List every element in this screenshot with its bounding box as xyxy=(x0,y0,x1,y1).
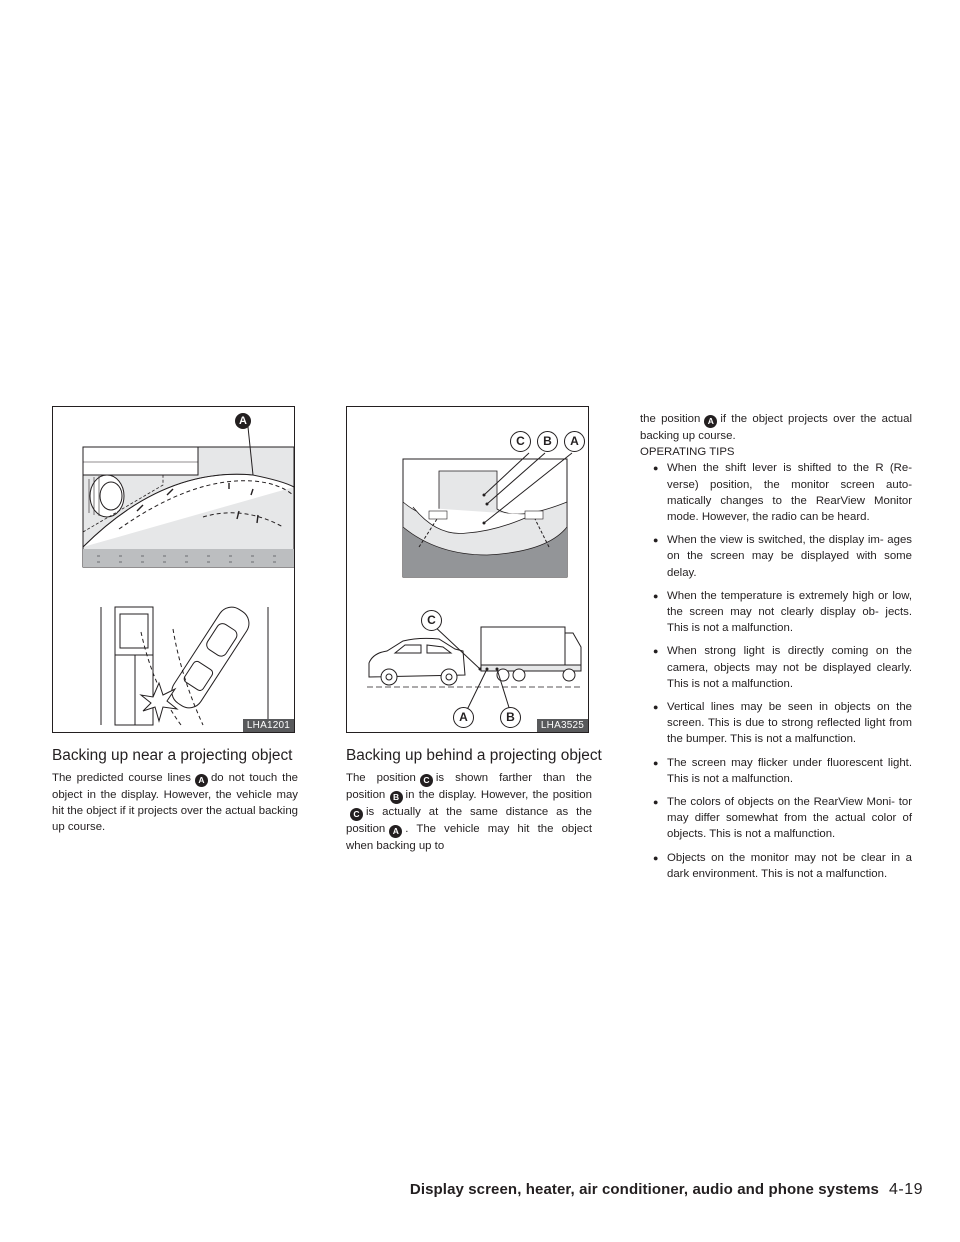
callout-a-top: A xyxy=(564,431,585,452)
tip-item xyxy=(640,460,912,525)
text-fragment: is actually at the same distance as the position xyxy=(346,806,592,835)
text-fragment: is shown farther than the position xyxy=(346,772,592,801)
bullet-icon: ● xyxy=(653,852,659,863)
bullet-icon: ● xyxy=(653,646,659,657)
callout-c-marker: C xyxy=(350,808,363,821)
tip-item xyxy=(640,643,912,692)
bullet-icon: ● xyxy=(653,590,659,601)
tips-list xyxy=(640,460,912,882)
section-body-behind xyxy=(346,770,592,854)
tip-text: When the view is switched, the display im- ages on the screen may be displayed with some delay. xyxy=(667,534,912,579)
callout-a-bottom: A xyxy=(453,707,474,728)
tip-text: The colors of objects on the RearView Moni- tor may differ somewhat from the actual color of objects. This is not a malfunction. xyxy=(667,796,912,841)
tip-text: When the shift lever is shifted to the R (Re- verse) position, the monitor screen auto- matically changes to the RearView Monitor mode. However, the radio can be heard. xyxy=(667,462,912,524)
section-heading-behind: Backing up behind a projecting object xyxy=(346,747,602,764)
callout-a-marker: A xyxy=(195,774,208,787)
continuation-paragraph xyxy=(640,411,912,444)
callout-a-marker: A xyxy=(235,413,251,429)
text-fragment: the position xyxy=(640,413,701,425)
callout-a-marker: A xyxy=(389,825,402,838)
text-fragment: do not touch the object in the display. However, the vehicle may hit the object if it projects over the actual backing up course. xyxy=(52,772,298,834)
footer-section-title: Display screen, heater, air conditioner, audio and phone systems xyxy=(409,1181,879,1198)
operating-tips-title: OPERATING TIPS xyxy=(640,446,735,459)
text-fragment: The predicted course lines xyxy=(52,772,191,784)
figure-code: LHA3525 xyxy=(537,719,588,732)
tip-item xyxy=(640,850,912,882)
tip-item xyxy=(640,794,912,843)
callout-a-marker: A xyxy=(704,415,717,428)
text-fragment: in the display. However, the position xyxy=(405,789,592,801)
bullet-icon: ● xyxy=(653,463,659,474)
figure-projecting-object-near xyxy=(52,406,295,733)
paragraph-behind xyxy=(346,770,592,854)
column-operating-tips xyxy=(640,411,912,889)
tip-text: Vertical lines may be seen in objects on the screen. This is due to strong reflected light from the bumper. This is not a malfunction. xyxy=(667,701,912,746)
callout-b-marker: B xyxy=(390,791,403,804)
figure-code: LHA1201 xyxy=(243,719,294,732)
callout-c-top: C xyxy=(510,431,531,452)
tip-text: The screen may flicker under fluorescent light. This is not a malfunction. xyxy=(667,756,912,785)
figure-projecting-object-behind xyxy=(346,406,589,733)
tip-text: When the temperature is extremely high or low, the screen may not clearly display ob- jects. This is not a malfunction. xyxy=(667,589,912,635)
bullet-icon: ● xyxy=(653,757,659,768)
bullet-icon: ● xyxy=(653,702,659,713)
section-heading-near: Backing up near a projecting object xyxy=(52,747,293,764)
bullet-icon: ● xyxy=(653,797,659,808)
tip-item xyxy=(640,755,912,787)
callout-c-bottom: C xyxy=(421,610,442,631)
callout-c-marker: C xyxy=(420,774,433,787)
projecting-object-behind-illustration xyxy=(347,407,588,732)
tip-text: When strong light is directly coming on the camera, objects may not be displayed clearly. This is not a malfunction. xyxy=(667,645,912,690)
callout-b-top: B xyxy=(537,431,558,452)
text-fragment: . The vehicle may hit the object when backing up to xyxy=(346,823,592,852)
callout-b-bottom: B xyxy=(500,707,521,728)
paragraph-near xyxy=(52,770,298,836)
bullet-icon: ● xyxy=(653,535,659,546)
tip-item xyxy=(640,532,912,581)
page-number: 4-19 xyxy=(888,1181,923,1198)
page-footer xyxy=(410,1181,923,1199)
text-fragment: The position xyxy=(346,772,416,784)
projecting-object-illustration xyxy=(53,407,294,732)
text-fragment: if the object projects over the actual backing up course. xyxy=(640,413,912,442)
tip-text: Objects on the monitor may not be clear in a dark environment. This is not a malfunction. xyxy=(667,851,912,880)
section-body-near xyxy=(52,770,298,836)
tip-item xyxy=(640,699,912,748)
tip-item xyxy=(640,588,912,637)
